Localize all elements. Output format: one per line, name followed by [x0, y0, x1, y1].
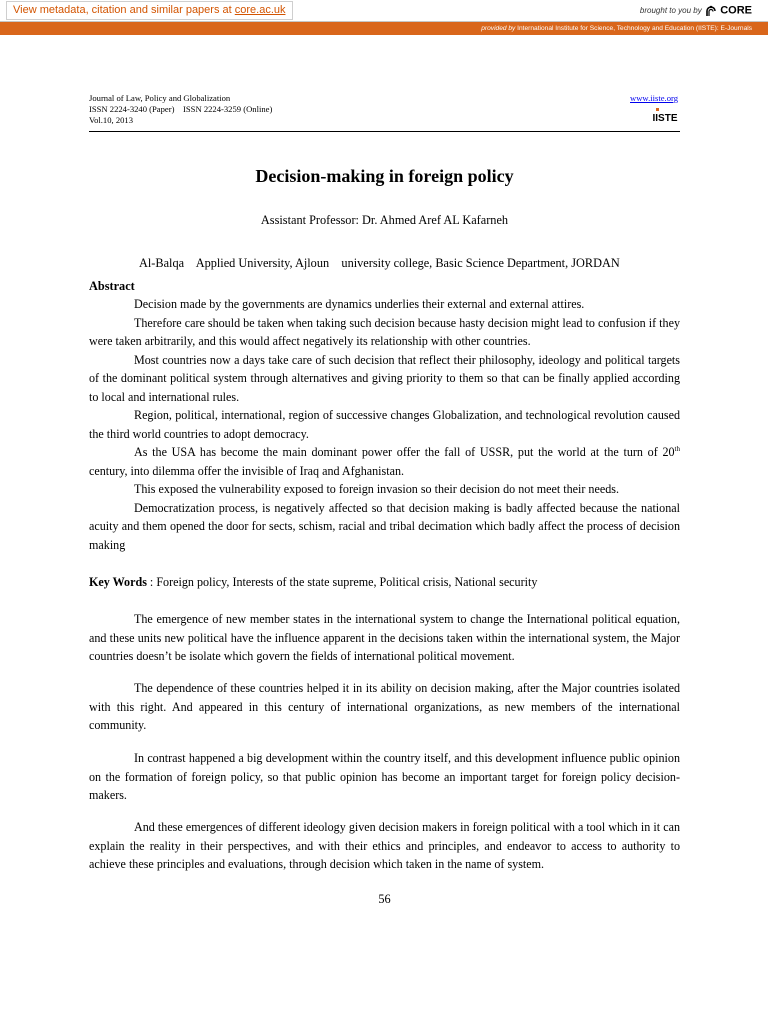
- core-metadata-box: [6, 1, 293, 20]
- paper-author: Assistant Professor: Dr. Ahmed Aref AL Kafarneh: [260, 213, 509, 227]
- keywords-line: [89, 573, 680, 592]
- body-paragraph-1: [89, 610, 680, 666]
- abstract-body: [89, 295, 680, 554]
- journal-volume: Vol.10, 2013: [89, 115, 134, 125]
- body-paragraph: And these emergences of different ideology given decision makers in foreign political with a tool which in it can explain the reality in their perspectives, and with their ethics and principles, and endeavor to access to authority to achieve these principles and evaluations, through decision which taken in the name of system.: [89, 820, 680, 871]
- abstract-paragraph: This exposed the vulnerability exposed to foreign invasion so their decision do not meet their needs.: [134, 482, 619, 496]
- keywords-text: : Foreign policy, Interests of the state supreme, Political crisis, National security: [146, 575, 538, 589]
- core-logo-icon: [706, 5, 716, 17]
- body-paragraph: The emergence of new member states in the international system to change the International political equation, and these units new political have the influence apparent in the decisions taken within the international system, the Major countries doesn’t be isolate which govern the fields of international political movement.: [89, 612, 680, 663]
- abstract-paragraph: Region, political, international, region of successive changes Globalization, and technological revolution caused the third world countries to adopt democracy.: [89, 408, 680, 441]
- paper-title: Decision-making in foreign policy: [255, 166, 514, 186]
- keywords-label: Key Words: [89, 575, 147, 589]
- body-paragraph: In contrast happened a big development within the country itself, and this development influence public opinion on the formation of foreign policy, so that public opinion has become an important target for foreign policy decision-makers.: [89, 751, 680, 802]
- usa-text-a: As the USA has become the main dominant power offer the fall of USSR, put the world at the turn of 20: [134, 445, 675, 459]
- provided-by-bar: [0, 22, 768, 35]
- core-link[interactable]: core.ac.uk: [234, 4, 286, 16]
- usa-text-b: century, into dilemma offer the invisible of Iraq and Afghanistan.: [89, 463, 405, 478]
- abstract-heading: Abstract: [89, 279, 135, 293]
- abstract-paragraph: Most countries now a days take care of such decision that reflect their philosophy, ideology and political targets of the dominant political system through alternatives and giving priority to them so that can be finally applied according to local and international rules.: [89, 352, 680, 404]
- abstract-paragraph: Decision made by the governments are dynamics underlies their external and external attires.: [134, 297, 585, 311]
- abstract-paragraph: Therefore care should be taken when taking such decision because hasty decision might lead to confusion if they were taken arbitrarily, and this would affect negatively its relationship with other countries.: [89, 315, 680, 348]
- core-brand[interactable]: [640, 2, 752, 19]
- abstract-paragraph: Democratization process, is negatively affected so that decision making is badly affected because the national acuity and them opened the door for sects, schism, racial and tribal decimation which badly affect the process of decision making: [89, 500, 680, 552]
- journal-name: Journal of Law, Policy and Globalization: [89, 93, 231, 103]
- core-metadata-text: View metadata, citation and similar papers at: [13, 4, 235, 16]
- paper-affiliation: Al-Balqa Applied University, Ajloun university college, Basic Science Department, JORDAN: [139, 256, 620, 270]
- brought-to-you-text: brought to you by: [639, 6, 702, 15]
- journal-url-link[interactable]: www.iiste.org: [630, 93, 678, 103]
- body-paragraph-3: [89, 749, 680, 805]
- page-number: 56: [378, 892, 391, 906]
- body-paragraph: The dependence of these countries helped it in its ability on decision making, after the Major countries isolated with this right. And appeared in this century of international organizations, as new members of the international community.: [89, 681, 680, 732]
- body-paragraph-2: [89, 679, 680, 735]
- journal-issn: ISSN 2224-3240 (Paper) ISSN 2224-3259 (Online): [89, 104, 273, 114]
- core-brand-label: CORE: [720, 4, 752, 17]
- header-divider: [89, 131, 680, 132]
- abstract-paragraph-usa: [89, 443, 680, 480]
- core-banner: [0, 0, 768, 22]
- iiste-logo: [652, 106, 678, 126]
- journal-header: [89, 93, 680, 131]
- usa-superscript: th: [674, 444, 680, 453]
- provider-name[interactable]: International Institute for Science, Technology and Education (IISTE): E-Journals: [515, 25, 752, 32]
- svg-text:IISTE: IISTE: [652, 113, 678, 124]
- body-paragraph-4: [89, 818, 680, 874]
- provided-by-label: provided by: [481, 25, 516, 32]
